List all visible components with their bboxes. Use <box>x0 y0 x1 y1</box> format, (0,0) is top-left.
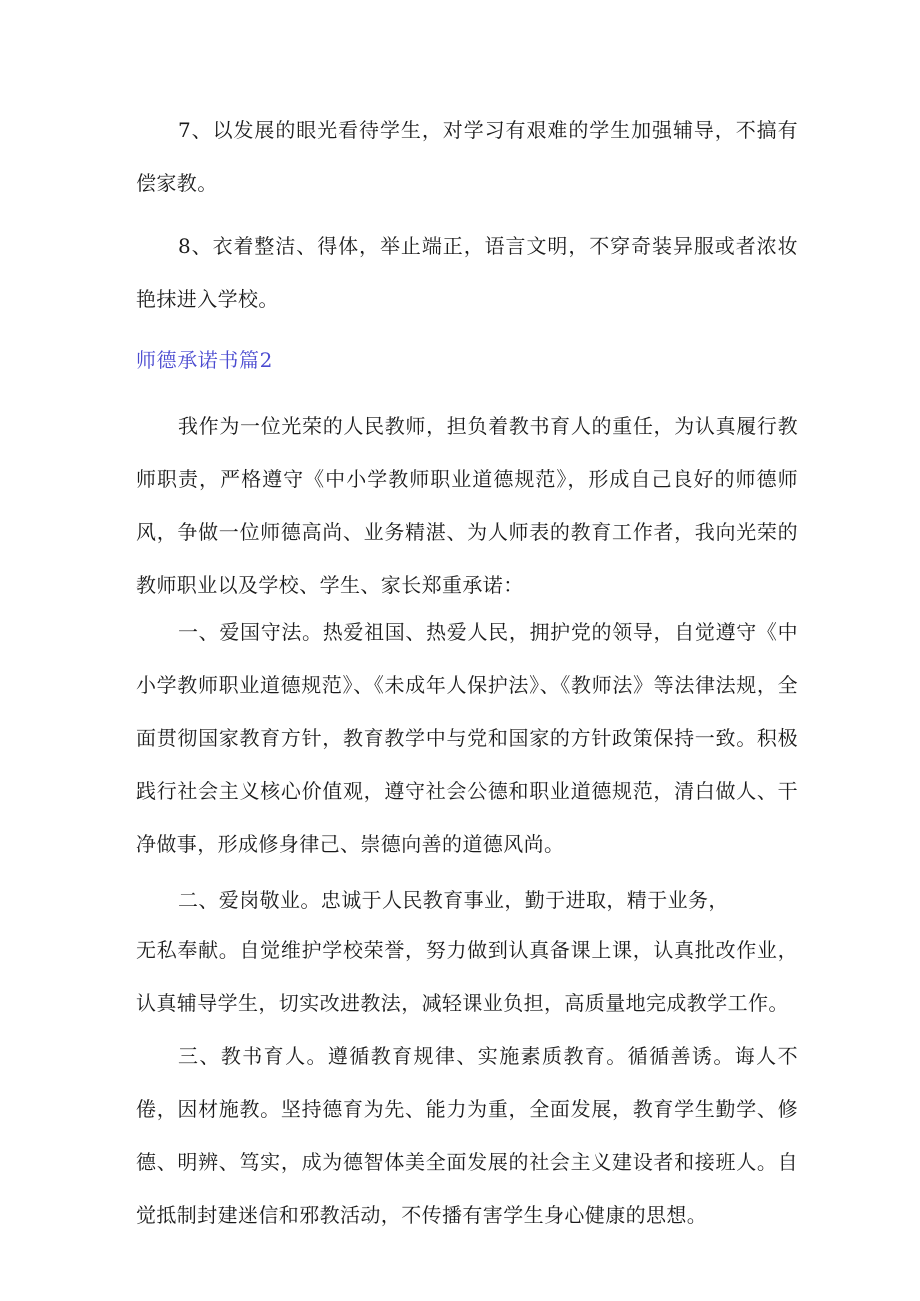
section-title: 师德承诺书篇2 <box>136 348 273 372</box>
pledge-paragraph-3: 三、教书育人。遵循教育规律、实施素质教育。循循善诱。诲人不倦，因材施教。坚持德育为先、能力为重，全面发展，教育学生勤学、修德、明辨、笃实，成为德智体美全面发展的社会主义建设者和接班人。自觉抵制封建迷信和邪教活动，不传播有害学生身心健康的思想。 <box>136 1044 798 1227</box>
pledge-paragraph-1: 一、爱国守法。热爱祖国、热爱人民，拥护党的领导，自觉遵守《中小学教师职业道德规范》、《未成年人保护法》、《教师法》等法律法规，全面贯彻国家教育方针，教育教学中与党和国家的方针政策保持一致。积极践行社会主义核心价值观，遵守社会公德和职业道德规范，清白做人、干净做事，形成修身律己、崇德向善的道德风尚。 <box>136 620 798 856</box>
paragraph-item-8: 8、衣着整洁、得体，举止端正，语言文明，不穿奇装异服或者浓妆艳抹进入学校。 <box>136 234 798 311</box>
paragraph-item-7: 7、以发展的眼光看待学生，对学习有艰难的学生加强辅导，不搞有偿家教。 <box>136 118 798 195</box>
pledge-paragraph-2: 二、爱岗敬业。忠诚于人民教育事业，勤于进取，精于业务， <box>178 888 729 912</box>
intro-paragraph: 我作为一位光荣的人民教师，担负着教书育人的重任，为认真履行教师职责，严格遵守《中小学教师职业道德规范》，形成自己良好的师德师风，争做一位师德高尚、业务精湛、为人师表的教育工作者，我向光荣的教师职业以及学校、学生、家长郑重承诺： <box>136 414 798 597</box>
pledge-paragraph-2-continued: 无私奉献。自觉维护学校荣誉，努力做到认真备课上课，认真批改作业，认真辅导学生，切实改进教法，减轻课业负担，高质量地完成教学工作。 <box>136 938 798 1015</box>
